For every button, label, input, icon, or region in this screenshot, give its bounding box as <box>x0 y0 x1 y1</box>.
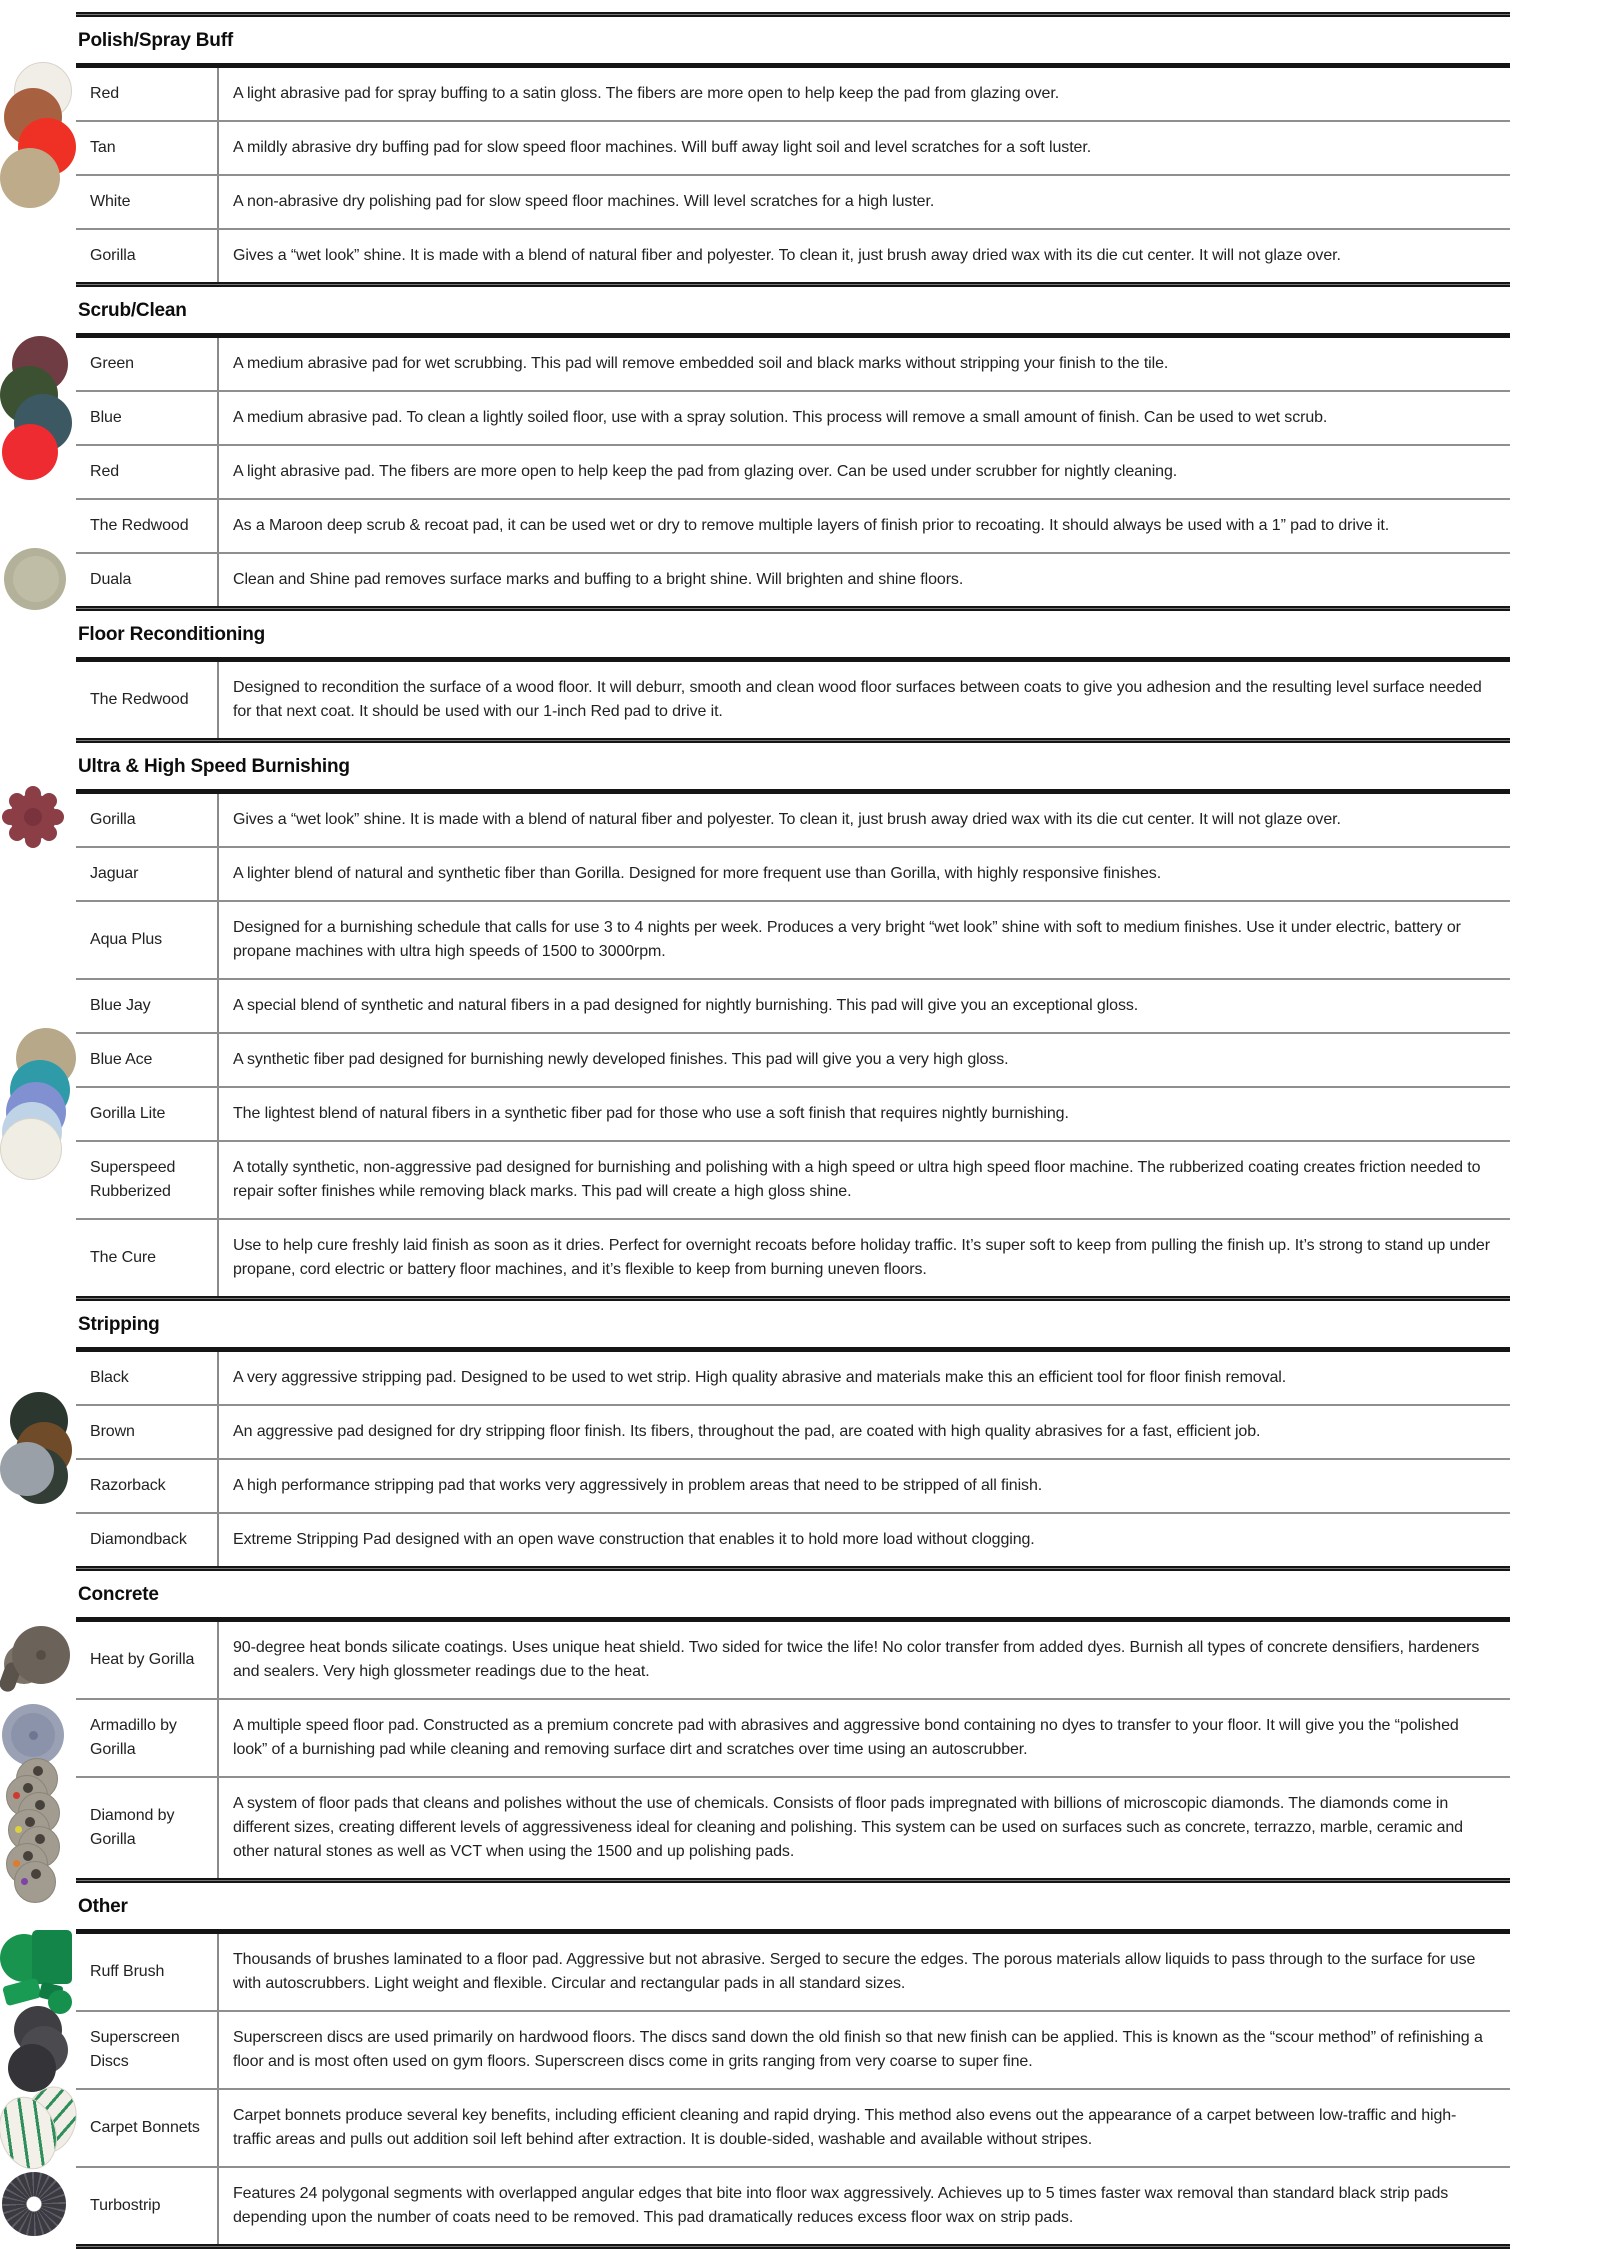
table-row <box>76 1218 1510 1296</box>
pad-description: A high performance stripping pad that works very aggressively in problem areas that need to be stripped of all finish. <box>233 1477 1043 1494</box>
section-rows-stripping <box>76 1347 1510 1566</box>
pad-shape <box>16 1758 58 1800</box>
pad-shape <box>14 394 72 452</box>
table-row <box>76 900 1510 978</box>
pad-shape <box>16 1028 76 1088</box>
pad-shape <box>9 793 25 809</box>
pad-name: The Cure <box>76 1220 219 1296</box>
catalog-table <box>76 12 1510 2249</box>
table-row <box>76 1934 1510 2010</box>
polish-spray-buff-pads-image <box>0 62 72 208</box>
pad-description: A non-abrasive dry polishing pad for slow speed floor machines. Will level scratches for a high luster. <box>233 193 935 210</box>
pad-name: White <box>76 176 219 228</box>
pad-shape <box>13 556 59 602</box>
pad-name: Razorback <box>76 1460 219 1512</box>
table-row <box>76 1140 1510 1218</box>
pad-description: A totally synthetic, non-aggressive pad designed for burnishing and polishing with a high speed or ultra high speed floor machine. The rubberized coating creates friction needed to repair softer finishes while removing black marks. This pad will create a high gloss shine. <box>233 1159 1481 1200</box>
superscreen-discs-image <box>8 2006 64 2094</box>
pad-description: Extreme Stripping Pad designed with an open wave construction that enables it to hold more load without clogging. <box>233 1531 1035 1548</box>
pad-shape <box>0 2089 66 2177</box>
pad-shape <box>25 1809 32 1816</box>
table-row <box>76 1512 1510 1566</box>
pad-shape <box>0 1934 48 1982</box>
pad-description: A synthetic fiber pad designed for burnishing newly developed finishes. This pad will give you a very high gloss. <box>233 1051 1009 1068</box>
pad-shape <box>38 1982 63 2003</box>
pad-shape <box>14 2006 62 2054</box>
table-row <box>76 498 1510 552</box>
pad-shape <box>14 62 72 120</box>
pad-name: Duala <box>76 554 219 606</box>
table-row <box>76 1776 1510 1878</box>
pad-name: Diamond by Gorilla <box>76 1778 219 1878</box>
pad-name: Gorilla Lite <box>76 1088 219 1140</box>
pad-shape <box>12 336 68 392</box>
heat-pad-image <box>2 1626 70 1698</box>
pad-shape <box>33 1766 43 1776</box>
pad-shape <box>0 1442 54 1496</box>
pad-shape <box>16 2080 85 2160</box>
pad-name: Diamondback <box>76 1514 219 1566</box>
pad-description: Gives a “wet look” shine. It is made with a blend of natural fiber and polyester. To clean it, just brush away dried wax with its die cut center. It will not glaze over. <box>233 811 1341 828</box>
pad-shape <box>6 1082 66 1142</box>
table-row <box>76 1404 1510 1458</box>
carpet-bonnets-image <box>0 2086 76 2170</box>
pad-shape <box>29 1731 38 1740</box>
pad-name: Black <box>76 1352 219 1404</box>
section-rows-other <box>76 1929 1510 2244</box>
pad-name: Red <box>76 68 219 120</box>
pad-shape <box>21 1878 28 1885</box>
pad-name: Armadillo by Gorilla <box>76 1700 219 1776</box>
table-row <box>76 794 1510 846</box>
section-title-polish-spray-buff: Polish/Spray Buff <box>78 30 233 51</box>
pad-shape <box>32 1930 72 1984</box>
pad-shape <box>13 1792 20 1799</box>
pad-shape <box>6 1775 48 1817</box>
pad-description: A mildly abrasive dry buffing pad for slow speed floor machines. Will buff away light soil and level scratches for a soft luster. <box>233 139 1092 156</box>
pad-description: 90-degree heat bonds silicate coatings. Uses unique heat shield. Two sided for twice the life! No color transfer from added dyes. Burnish all types of concrete densifiers, hardeners and sealers. Very high glossmeter readings due to the heat. <box>233 1639 1480 1680</box>
section-title-floor-reconditioning: Floor Reconditioning <box>78 624 266 645</box>
pad-description: Designed to recondition the surface of a wood floor. It will deburr, smooth and clean wood floor surfaces between coats to give you adhesion and the resulting level surface needed for that next coat. It should be used with our 1-inch Red pad to drive it. <box>233 679 1482 720</box>
table-row <box>76 120 1510 174</box>
table-row <box>76 444 1510 498</box>
pad-shape <box>2 424 58 480</box>
pad-shape <box>35 1834 45 1844</box>
pad-description: As a Maroon deep scrub & recoat pad, it can be used wet or dry to remove multiple layers of finish prior to recoating. It should always be used with a 1” pad to drive it. <box>233 517 1390 534</box>
pad-shape <box>18 1792 60 1834</box>
table-row <box>76 338 1510 390</box>
pad-description: Carpet bonnets produce several key benefits, including efficient cleaning and rapid drying. This method also evens out the appearance of a carpet between low-traffic and high-traffic areas and pulls out addition soil left behind after extraction. It is double-sided, washable and available without stripes. <box>233 2107 1457 2148</box>
pad-description: A multiple speed floor pad. Constructed as a premium concrete pad with abrasives and aggressive bond containing no dyes to transfer to your floor. It will give you the “polished look” of a burnishing pad while cleaning and removing surface dirt and scratches over time using an autoscrubber. <box>233 1717 1459 1758</box>
pad-shape <box>4 1644 44 1684</box>
pad-shape <box>25 1843 32 1850</box>
table-row <box>76 1622 1510 1698</box>
pad-shape <box>36 1650 46 1660</box>
pad-shape <box>0 366 58 424</box>
stripping-pads-image <box>0 1392 70 1518</box>
pad-name: Green <box>76 338 219 390</box>
pad-shape <box>15 1826 22 1833</box>
armadillo-pad-image <box>2 1704 68 1770</box>
section-rows-ultra-high-speed-burnishing <box>76 789 1510 1296</box>
pad-name: Turbostrip <box>76 2168 219 2244</box>
pad-description: Superscreen discs are used primarily on hardwood floors. The discs sand down the old finish so that new finish can be applied. This is known as the “scour method” of refinishing a floor and is most often used on gym floors. Superscreen discs come in grits ranging from very coarse to super fine. <box>233 2029 1483 2070</box>
pad-shape <box>8 1809 50 1851</box>
pad-shape <box>16 1422 72 1478</box>
table-row <box>76 978 1510 1032</box>
turbostrip-image <box>2 2172 68 2238</box>
pad-shape <box>0 1660 23 1694</box>
pad-description: Designed for a burnishing schedule that calls for use 3 to 4 nights per week. Produces a very bright “wet look” shine with soft to medium finishes. Use it under electric, battery or propane machines with ultra high speeds of 1500 to 3000rpm. <box>233 919 1461 960</box>
pad-name: Carpet Bonnets <box>76 2090 219 2166</box>
pad-shape <box>24 808 42 826</box>
pad-description: Gives a “wet look” shine. It is made with a blend of natural fiber and polyester. To clean it, just brush away dried wax with its die cut center. It will not glaze over. <box>233 247 1341 264</box>
pad-name: Gorilla <box>76 230 219 282</box>
pad-shape <box>6 1843 48 1885</box>
pad-name: The Redwood <box>76 500 219 552</box>
pad-shape <box>2 2172 66 2236</box>
pad-name: Blue Ace <box>76 1034 219 1086</box>
section-rows-polish-spray-buff <box>76 63 1510 282</box>
table-row <box>76 2166 1510 2244</box>
pad-shape <box>11 1713 55 1757</box>
pad-shape <box>12 1448 68 1504</box>
pad-description: An aggressive pad designed for dry stripping floor finish. Its fibers, throughout the pad, are coated with high quality abrasives for a fast, efficient job. <box>233 1423 1261 1440</box>
pad-description: A medium abrasive pad for wet scrubbing. This pad will remove embedded soil and black marks without stripping your finish to the tile. <box>233 355 1169 372</box>
section-title-other: Other <box>78 1896 128 1917</box>
pad-description: Clean and Shine pad removes surface marks and buffing to a bright shine. Will brighten and shine floors. <box>233 571 964 588</box>
pad-description: A system of floor pads that cleans and polishes without the use of chemicals. Consists of floor pads impregnated with billions of microscopic diamonds. The diamonds come in different sizes, creating different levels of aggressiveness ideal for cleaning and polishing. This system can be used on surfaces such as concrete, terrazzo, marble, ceramic and other natural stones as well as VCT when using the 1500 and up polishing pads. <box>233 1795 1463 1860</box>
section-title-stripping: Stripping <box>78 1314 160 1335</box>
pad-description: Thousands of brushes laminated to a floor pad. Aggressive but not abrasive. Serged to secure the edges. The porous materials allow liquids to pass through to the surface for use with autoscrubbers. Light weight and flexible. Circular and rectangular pads in all standard sizes. <box>233 1951 1476 1992</box>
pad-shape <box>25 832 41 848</box>
pad-shape <box>0 148 60 208</box>
section-rows-concrete <box>76 1617 1510 1878</box>
pad-shape <box>2 1102 62 1162</box>
pad-name: Jaguar <box>76 848 219 900</box>
pad-description: A lighter blend of natural and synthetic fiber than Gorilla. Designed for more frequent use than Gorilla, with highly responsive finishes. <box>233 865 1162 882</box>
pad-shape <box>48 809 64 825</box>
table-row <box>76 2088 1510 2166</box>
gorilla-pad-image <box>2 786 72 856</box>
pad-shape <box>18 118 76 176</box>
burnishing-pads-image <box>0 1028 76 1180</box>
pad-name: Aqua Plus <box>76 902 219 978</box>
table-row <box>76 1032 1510 1086</box>
diamond-pads-image <box>4 1758 68 1906</box>
table-row <box>76 174 1510 228</box>
section-title-concrete: Concrete <box>78 1584 159 1605</box>
pad-description: A light abrasive pad for spray buffing to a satin gloss. The fibers are more open to help keep the pad from glazing over. <box>233 85 1060 102</box>
pad-name: Heat by Gorilla <box>76 1622 219 1698</box>
pad-shape <box>25 786 41 802</box>
pad-name: Blue <box>76 392 219 444</box>
pad-description: A light abrasive pad. The fibers are more open to help keep the pad from glazing over. Can be used under scrubber for nightly cleaning. <box>233 463 1178 480</box>
pad-description: A medium abrasive pad. To clean a lightly soiled floor, use with a spray solution. This process will remove a small amount of finish. Can be used to wet scrub. <box>233 409 1328 426</box>
pad-shape <box>25 1817 35 1827</box>
pad-description: Features 24 polygonal segments with overlapped angular edges that bite into floor wax aggressively. Achieves up to 5 times faster wax removal than standard black strip pads depending upon the number of coats need to be removed. This pad dramatically reduces excess floor wax on strip pads. <box>233 2185 1449 2226</box>
pad-shape <box>48 1990 72 2014</box>
pad-name: Red <box>76 446 219 498</box>
duala-pad-image <box>4 548 68 612</box>
section-rows-floor-reconditioning <box>76 657 1510 738</box>
pad-description: A very aggressive stripping pad. Designed to be used to wet strip. High quality abrasive and materials make this an efficient tool for floor finish removal. <box>233 1369 1287 1386</box>
ruff-brush-image <box>0 1930 76 2018</box>
table-row <box>76 1086 1510 1140</box>
pad-description: The lightest blend of natural fibers in a synthetic fiber pad for those who use a soft finish that requires nightly burnishing. <box>233 1105 1069 1122</box>
table-row <box>76 1458 1510 1512</box>
pad-name: Gorilla <box>76 794 219 846</box>
table-row <box>76 2010 1510 2088</box>
table-row <box>76 68 1510 120</box>
pad-shape <box>12 1626 70 1684</box>
pad-shape <box>20 2026 68 2074</box>
scrub-clean-pads-image <box>0 336 72 484</box>
pad-description: A special blend of synthetic and natural fibers in a pad designed for nightly burnishing. This pad will give you an exceptional gloss. <box>233 997 1139 1014</box>
pad-shape <box>35 1800 45 1810</box>
pad-shape <box>23 1783 33 1793</box>
pad-shape <box>10 1060 70 1120</box>
pad-name: Brown <box>76 1406 219 1458</box>
pad-shape <box>13 1860 20 1867</box>
table-row <box>76 228 1510 282</box>
table-row <box>76 846 1510 900</box>
table-row <box>76 1352 1510 1404</box>
table-row <box>76 662 1510 738</box>
section-title-scrub-clean: Scrub/Clean <box>78 300 187 321</box>
pad-shape <box>31 1869 41 1879</box>
pad-shape <box>8 2044 56 2092</box>
pad-shape <box>23 1775 30 1782</box>
pad-shape <box>41 793 57 809</box>
pad-shape <box>2 1978 42 2007</box>
table-row <box>76 552 1510 606</box>
table-row <box>76 1698 1510 1776</box>
section-rows-scrub-clean <box>76 333 1510 606</box>
pad-shape <box>10 1392 68 1450</box>
pad-shape <box>10 794 56 840</box>
table-bottom-rule <box>76 2244 1510 2249</box>
pad-name: Tan <box>76 122 219 174</box>
pad-shape <box>2 809 18 825</box>
pad-shape <box>2 1704 64 1766</box>
pad-name: The Redwood <box>76 662 219 738</box>
pad-name: Superspeed Rubberized <box>76 1142 219 1218</box>
pad-shape <box>9 825 25 841</box>
pad-shape <box>4 548 66 610</box>
pad-shape <box>14 1861 56 1903</box>
pad-shape <box>41 825 57 841</box>
pad-name: Superscreen Discs <box>76 2012 219 2088</box>
section-title-ultra-high-speed-burnishing: Ultra & High Speed Burnishing <box>78 756 350 777</box>
pad-shape <box>23 1851 33 1861</box>
pad-shape <box>4 88 62 146</box>
pad-shape <box>0 1118 62 1180</box>
table-row <box>76 390 1510 444</box>
pad-name: Ruff Brush <box>76 1934 219 2010</box>
pad-description: Use to help cure freshly laid finish as soon as it dries. Perfect for overnight recoats before holiday traffic. It’s super soft to keep from pulling the finish up. It’s strong to stand up under propane, cord electric or battery floor machines, and it’s flexible to keep from burning uneven floors. <box>233 1237 1490 1278</box>
pad-name: Blue Jay <box>76 980 219 1032</box>
pad-shape <box>18 1826 60 1868</box>
